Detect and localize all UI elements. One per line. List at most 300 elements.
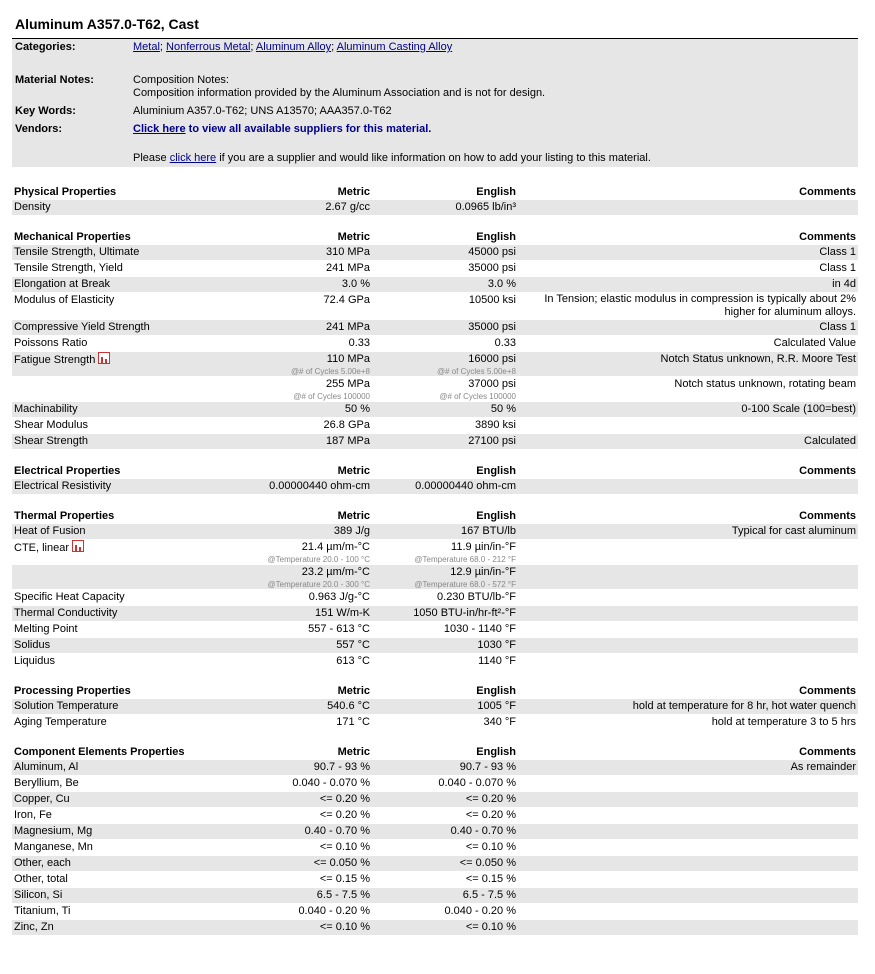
english-value <box>372 418 518 434</box>
english-header: English <box>476 510 516 522</box>
metric-value <box>258 760 372 776</box>
property-name-text: Magnesium, Mg <box>14 825 93 837</box>
property-row <box>12 840 858 856</box>
property-row <box>12 245 858 261</box>
section-title: Electrical Properties <box>14 465 121 477</box>
section-title: Component Elements Properties <box>14 746 185 758</box>
property-row <box>12 293 858 320</box>
property-name <box>12 654 258 670</box>
property-name <box>12 418 258 434</box>
comment: 0-100 Scale (100=best) <box>741 403 856 415</box>
section-title: Mechanical Properties <box>14 231 131 243</box>
metric-value <box>258 824 372 840</box>
english-value <box>372 776 518 792</box>
property-name <box>12 715 258 731</box>
category-link-aluminum-alloy[interactable]: Aluminum Alloy <box>255 41 332 53</box>
page-title: Aluminum A357.0-T62, Cast <box>15 16 199 32</box>
section-header-physical-properties <box>12 185 858 200</box>
property-row <box>12 565 858 590</box>
metric-header: Metric <box>337 510 370 522</box>
comment <box>518 920 858 936</box>
property-row <box>12 418 858 434</box>
property-row <box>12 776 858 792</box>
comment <box>518 888 858 904</box>
metric-header: Metric <box>337 465 370 477</box>
english-value-text: 37000 psi <box>468 378 516 390</box>
metric-value-text: <= 0.15 % <box>319 873 370 885</box>
property-name-text: Machinability <box>14 403 78 415</box>
property-row <box>12 200 858 216</box>
supplier-click-here-link[interactable]: click here <box>169 152 217 164</box>
property-name-text: Melting Point <box>14 623 78 635</box>
property-name <box>12 638 258 654</box>
metric-value-text: 50 % <box>344 403 370 415</box>
english-value-text: 0.33 <box>494 337 516 349</box>
property-name <box>12 336 258 352</box>
metric-value-text: 241 MPa <box>325 262 370 274</box>
property-name <box>12 920 258 936</box>
comment: Class 1 <box>819 262 856 274</box>
vendors-line <box>133 123 855 136</box>
comment: Calculated Value <box>773 337 856 349</box>
metric-value <box>258 320 372 336</box>
property-row <box>12 792 858 808</box>
property-row <box>12 377 858 402</box>
english-value-text: 1005 °F <box>477 700 516 712</box>
property-name-text: Aluminum, Al <box>14 761 79 773</box>
metric-value-text: <= 0.10 % <box>319 921 370 933</box>
property-name-text: Silicon, Si <box>14 889 63 901</box>
comment <box>518 622 858 638</box>
property-row <box>12 524 858 540</box>
property-name <box>12 402 258 418</box>
metric-value-text: 0.040 - 0.070 % <box>292 777 370 789</box>
comment <box>518 540 858 565</box>
section-gap <box>12 450 858 465</box>
property-name <box>12 776 258 792</box>
metric-value <box>258 840 372 856</box>
english-value <box>372 479 518 495</box>
metric-value-text: 0.963 J/g-°C <box>308 591 370 603</box>
english-value-text: 6.5 - 7.5 % <box>462 889 516 901</box>
english-value-text: 0.040 - 0.20 % <box>444 905 516 917</box>
metric-value-text: 557 - 613 °C <box>308 623 370 635</box>
property-row <box>12 622 858 638</box>
property-row <box>12 277 858 293</box>
comment <box>518 808 858 824</box>
english-value <box>372 920 518 936</box>
metric-value-text: <= 0.20 % <box>319 809 370 821</box>
english-value <box>372 808 518 824</box>
property-name <box>12 808 258 824</box>
property-name <box>12 590 258 606</box>
english-value <box>372 904 518 920</box>
property-name-text: Heat of Fusion <box>14 525 86 537</box>
property-name <box>12 606 258 622</box>
property-name <box>12 622 258 638</box>
category-link-aluminum-casting-alloy[interactable]: Aluminum Casting Alloy <box>336 41 453 53</box>
categories-label: Categories: <box>15 41 76 53</box>
english-value-text: 1140 °F <box>478 655 516 667</box>
comment: Class 1 <box>819 246 856 258</box>
comment: As remainder <box>790 761 856 773</box>
metric-value <box>258 654 372 670</box>
english-value <box>372 277 518 293</box>
property-name <box>12 565 258 590</box>
english-value <box>372 699 518 715</box>
property-row <box>12 872 858 888</box>
chart-icon[interactable] <box>98 352 110 364</box>
property-name <box>12 479 258 495</box>
english-condition: @# of Cycles 5.00e+8 <box>436 367 516 376</box>
english-value <box>372 320 518 336</box>
property-name-text: Solidus <box>14 639 51 651</box>
comments-header: Comments <box>799 685 856 697</box>
comment: in 4d <box>832 278 856 290</box>
metric-value <box>258 479 372 495</box>
comment: Calculated <box>804 435 856 447</box>
comment <box>518 840 858 856</box>
comment <box>518 418 858 434</box>
metric-value-text: 0.33 <box>348 337 370 349</box>
property-name <box>12 904 258 920</box>
category-link-metal[interactable]: Metal <box>133 41 160 53</box>
comment <box>518 776 858 792</box>
property-row <box>12 856 858 872</box>
section-header-component-elements-properties <box>12 745 858 760</box>
english-value <box>372 606 518 622</box>
comment <box>518 856 858 872</box>
vendors-label: Vendors: <box>15 123 63 135</box>
english-value-text: 0.230 BTU/lb-°F <box>437 591 516 603</box>
english-value-text: 35000 psi <box>468 262 516 274</box>
property-name-text: Zinc, Zn <box>14 921 54 933</box>
metric-value-text: 0.040 - 0.20 % <box>298 905 370 917</box>
property-name <box>12 434 258 450</box>
metric-value <box>258 245 372 261</box>
composition-notes-text: Composition information provided by the Aluminum Association and is not for design. <box>133 87 546 99</box>
comment <box>518 872 858 888</box>
comment <box>518 479 858 495</box>
metric-value <box>258 418 372 434</box>
section-gap <box>12 495 858 510</box>
comment: Notch status unknown, rotating beam <box>674 378 856 390</box>
section-title: Physical Properties <box>14 186 117 198</box>
metric-value-text: 310 MPa <box>325 246 370 258</box>
metric-value <box>258 540 372 565</box>
comment: Notch Status unknown, R.R. Moore Test <box>660 353 856 365</box>
metric-value <box>258 565 372 590</box>
english-value-text: 1050 BTU-in/hr-ft²-°F <box>413 607 516 619</box>
metric-value <box>258 715 372 731</box>
property-name <box>12 888 258 904</box>
metric-value <box>258 776 372 792</box>
english-condition: @Temperature 68.0 - 212 °F <box>414 555 516 564</box>
metric-value <box>258 638 372 654</box>
metric-value-text: 23.2 µm/m-°C <box>301 566 370 578</box>
property-row <box>12 479 858 495</box>
comment <box>518 638 858 654</box>
composition-notes-heading: Composition Notes: <box>133 74 229 86</box>
property-name-text: Liquidus <box>14 655 55 667</box>
english-value-text: 11.9 µin/in-°F <box>451 541 516 553</box>
property-row <box>12 336 858 352</box>
property-name <box>12 320 258 336</box>
comment: In Tension; elastic modulus in compression is typically about 2% higher for aluminum alloys. <box>544 293 856 318</box>
metric-value-text: 26.8 GPa <box>323 419 370 431</box>
section-header-electrical-properties <box>12 464 858 479</box>
property-name <box>12 540 258 565</box>
section-title: Processing Properties <box>14 685 131 697</box>
property-name-text: Specific Heat Capacity <box>14 591 125 603</box>
comment <box>518 606 858 622</box>
property-name-text: Elongation at Break <box>14 278 111 290</box>
metric-value <box>258 524 372 540</box>
metric-header: Metric <box>337 186 370 198</box>
metric-value <box>258 261 372 277</box>
comments-header: Comments <box>799 186 856 198</box>
english-value-text: 16000 psi <box>468 353 516 365</box>
property-name-text: Shear Modulus <box>14 419 88 431</box>
property-row <box>12 654 858 670</box>
english-value <box>372 888 518 904</box>
english-value <box>372 638 518 654</box>
property-row <box>12 540 858 565</box>
english-value-text: 90.7 - 93 % <box>459 761 516 773</box>
english-value <box>372 654 518 670</box>
metric-header: Metric <box>337 746 370 758</box>
english-value-text: 0.040 - 0.070 % <box>438 777 516 789</box>
property-name-text: Poissons Ratio <box>14 337 88 349</box>
english-value <box>372 540 518 565</box>
metric-value-text: 2.67 g/cc <box>325 201 370 213</box>
property-row <box>12 434 858 450</box>
comment <box>518 590 858 606</box>
english-value <box>372 352 518 377</box>
english-value-text: 0.00000440 ohm-cm <box>415 480 516 492</box>
metric-value <box>258 699 372 715</box>
metric-condition: @# of Cycles 5.00e+8 <box>290 367 370 376</box>
english-value-text: 0.0965 lb/in³ <box>455 201 516 213</box>
metric-value <box>258 888 372 904</box>
metric-value <box>258 856 372 872</box>
metric-value-text: 389 J/g <box>333 525 370 537</box>
property-name <box>12 699 258 715</box>
english-value <box>372 434 518 450</box>
property-name-text: Electrical Resistivity <box>14 480 112 492</box>
metric-value-text: <= 0.20 % <box>319 793 370 805</box>
english-value <box>372 760 518 776</box>
metric-value <box>258 872 372 888</box>
categories-list: Metal; Nonferrous Metal; Aluminum Alloy; Aluminum Casting Alloy <box>133 41 453 53</box>
metric-value-text: 6.5 - 7.5 % <box>316 889 370 901</box>
property-row <box>12 920 858 936</box>
property-name <box>12 261 258 277</box>
property-name-text: Compressive Yield Strength <box>14 321 150 333</box>
english-value <box>372 565 518 590</box>
comment <box>518 654 858 670</box>
property-name <box>12 200 258 216</box>
property-row <box>12 402 858 418</box>
english-value-text: 35000 psi <box>468 321 516 333</box>
property-row <box>12 320 858 336</box>
english-value <box>372 377 518 402</box>
property-name-text: Manganese, Mn <box>14 841 93 853</box>
property-name <box>12 352 258 377</box>
english-value-text: 3.0 % <box>487 278 516 290</box>
supplier-post-text: if you are a supplier and would like information on how to add your listing to this material. <box>216 152 651 164</box>
property-row <box>12 638 858 654</box>
property-name-text: Shear Strength <box>14 435 88 447</box>
property-name <box>12 824 258 840</box>
property-name <box>12 524 258 540</box>
metric-value <box>258 622 372 638</box>
keywords-value: Aluminium A357.0-T62; UNS A13570; AAA357.0-T62 <box>133 105 392 117</box>
metric-value-text: 3.0 % <box>341 278 370 290</box>
vendors-text: to view all available suppliers for this material. <box>185 123 432 135</box>
english-value-text: <= 0.20 % <box>465 793 516 805</box>
english-value-text: 50 % <box>490 403 516 415</box>
english-value <box>372 792 518 808</box>
metric-value <box>258 277 372 293</box>
metric-value <box>258 200 372 216</box>
property-name-text: Thermal Conductivity <box>14 607 118 619</box>
property-name <box>12 856 258 872</box>
metric-value <box>258 377 372 402</box>
section-gap <box>12 670 858 685</box>
metric-condition: @Temperature 20.0 - 300 °C <box>267 580 370 589</box>
section-header-mechanical-properties <box>12 230 858 245</box>
english-value <box>372 824 518 840</box>
metric-value-text: 187 MPa <box>325 435 370 447</box>
english-value-text: 167 BTU/lb <box>460 525 516 537</box>
metric-condition: @# of Cycles 100000 <box>293 392 370 401</box>
comments-header: Comments <box>799 510 856 522</box>
comment: hold at temperature 3 to 5 hrs <box>711 716 856 728</box>
property-row <box>12 715 858 731</box>
property-name-text: Modulus of Elasticity <box>14 294 115 306</box>
property-name-text: Copper, Cu <box>14 793 70 805</box>
vendors-click-here-link[interactable]: Click here <box>133 123 186 135</box>
property-name-text: Other, each <box>14 857 71 869</box>
metric-value <box>258 920 372 936</box>
english-value <box>372 524 518 540</box>
english-value-text: 1030 °F <box>477 639 516 651</box>
metric-value <box>258 434 372 450</box>
english-condition: @Temperature 68.0 - 572 °F <box>414 580 516 589</box>
keywords-label: Key Words: <box>15 105 76 117</box>
property-name-text: Beryllium, Be <box>14 777 79 789</box>
comment <box>518 792 858 808</box>
properties-table <box>12 185 858 936</box>
property-row <box>12 699 858 715</box>
comment: hold at temperature for 8 hr, hot water quench <box>632 700 856 712</box>
english-header: English <box>476 231 516 243</box>
metric-value <box>258 336 372 352</box>
property-row <box>12 606 858 622</box>
english-value-text: 12.9 µin/in-°F <box>450 566 516 578</box>
metric-value <box>258 590 372 606</box>
english-value <box>372 402 518 418</box>
metric-value <box>258 352 372 377</box>
metric-value <box>258 792 372 808</box>
metric-value-text: 72.4 GPa <box>323 294 370 306</box>
metric-value <box>258 904 372 920</box>
property-name <box>12 277 258 293</box>
property-name <box>12 293 258 320</box>
english-value <box>372 336 518 352</box>
metric-value <box>258 808 372 824</box>
english-value <box>372 293 518 320</box>
english-value-text: 340 °F <box>483 716 516 728</box>
english-header: English <box>476 685 516 697</box>
metric-value-text: 0.40 - 0.70 % <box>304 825 370 837</box>
property-name <box>12 792 258 808</box>
english-value-text: <= 0.15 % <box>465 873 516 885</box>
property-name-text: Fatigue Strength <box>14 354 96 366</box>
property-name <box>12 840 258 856</box>
property-name-text: Tensile Strength, Yield <box>14 262 123 274</box>
english-condition: @# of Cycles 100000 <box>439 392 516 401</box>
english-value-text: 10500 ksi <box>468 294 516 306</box>
english-value <box>372 840 518 856</box>
property-row <box>12 888 858 904</box>
metric-condition: @Temperature 20.0 - 100 °C <box>267 555 370 564</box>
metric-header: Metric <box>337 685 370 697</box>
property-row <box>12 808 858 824</box>
metric-value-text: 151 W/m-K <box>314 607 370 619</box>
english-value <box>372 622 518 638</box>
section-title: Thermal Properties <box>14 510 115 522</box>
metric-value-text: <= 0.10 % <box>319 841 370 853</box>
property-name-text: Other, total <box>14 873 68 885</box>
material-notes-label: Material Notes: <box>15 74 94 86</box>
property-name-text: Solution Temperature <box>14 700 119 712</box>
property-row <box>12 904 858 920</box>
metric-value <box>258 606 372 622</box>
metric-value-text: 255 MPa <box>325 378 370 390</box>
property-row <box>12 261 858 277</box>
supplier-line <box>133 152 855 165</box>
comments-header: Comments <box>799 231 856 243</box>
english-header: English <box>476 186 516 198</box>
property-name <box>12 245 258 261</box>
property-name <box>12 760 258 776</box>
english-value <box>372 872 518 888</box>
english-value-text: <= 0.050 % <box>459 857 516 869</box>
section-gap <box>12 216 858 231</box>
property-name-text: Iron, Fe <box>14 809 52 821</box>
comment: Class 1 <box>819 321 856 333</box>
metric-value-text: 0.00000440 ohm-cm <box>269 480 370 492</box>
metric-value-text: 557 °C <box>336 639 370 651</box>
property-name <box>12 872 258 888</box>
chart-icon[interactable] <box>72 540 84 552</box>
property-name <box>12 377 258 402</box>
property-name-text: Titanium, Ti <box>14 905 71 917</box>
metric-value-text: <= 0.050 % <box>313 857 370 869</box>
english-value-text: <= 0.10 % <box>465 921 516 933</box>
section-gap <box>12 731 858 746</box>
metric-value-text: 613 °C <box>336 655 370 667</box>
category-link-nonferrous[interactable]: Nonferrous Metal <box>166 41 251 53</box>
english-value-text: <= 0.20 % <box>465 809 516 821</box>
english-value-text: 45000 psi <box>468 246 516 258</box>
metric-value-text: 540.6 °C <box>327 700 370 712</box>
metric-value-text: 90.7 - 93 % <box>313 761 370 773</box>
english-value <box>372 590 518 606</box>
metric-header: Metric <box>337 231 370 243</box>
